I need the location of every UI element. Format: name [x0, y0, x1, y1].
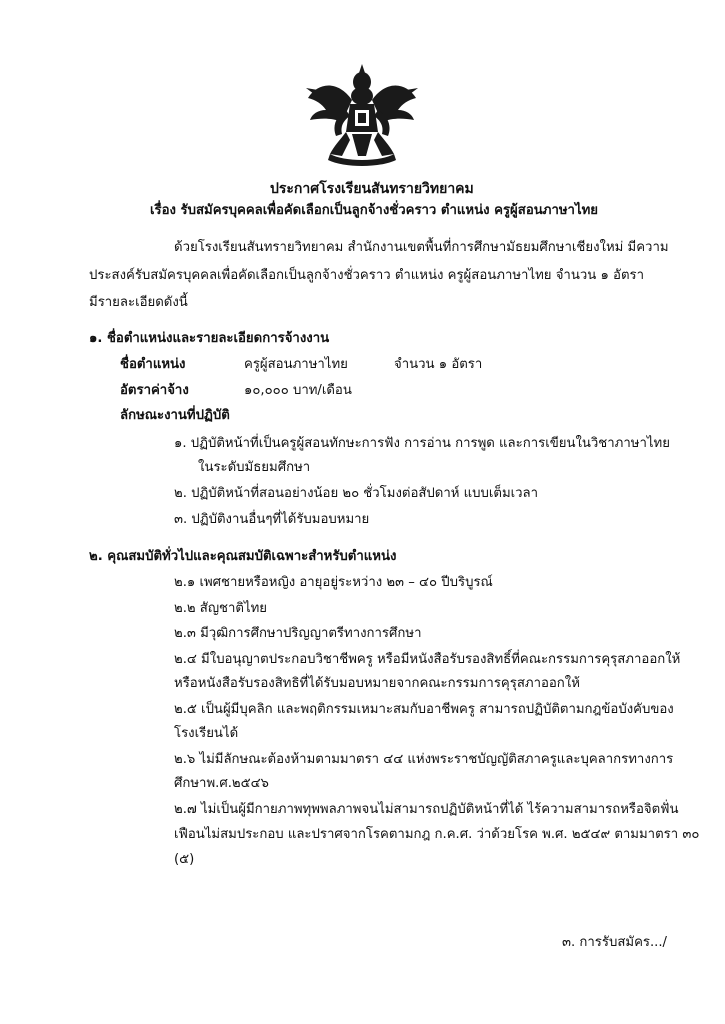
continued-next-page: ๓. การรับสมัคร.../	[562, 935, 667, 950]
qualification-2-7-line-2: เฟือนไม่สมประกอบ และปราศจากโรคตามกฎ ก.ค.ศ. ว่าด้วยโรค พ.ศ. ๒๕๔๙ ตามมาตรา ๓๐	[174, 827, 700, 842]
announcement-subject: เรื่อง รับสมัครบุคคลเพื่อคัดเลือกเป็นลูกจ้างชั่วคราว ตำแหน่ง ครูผู้สอนภาษาไทย	[150, 203, 599, 218]
qualification-2-7-line-3: (๕)	[174, 852, 195, 867]
position-label: ชื่อตำแหน่ง	[120, 357, 186, 372]
qualification-2-5-line-2: โรงเรียนได้	[174, 726, 239, 741]
qualification-2-6-line-2: ศึกษาพ.ศ.๒๕๔๖	[174, 776, 269, 791]
duty-3: ๓. ปฏิบัติงานอื่นๆที่ได้รับมอบหมาย	[174, 512, 370, 527]
intro-line-2: ประสงค์รับสมัครบุคคลเพื่อคัดเลือกเป็นลูกจ้างชั่วคราว ตำแหน่ง ครูผู้สอนภาษาไทย จำนวน ๑ อัตรา	[89, 268, 644, 283]
position-value: ครูผู้สอนภาษาไทย	[244, 357, 348, 372]
section-2-heading: ๒. คุณสมบัติทั่วไปและคุณสมบัติเฉพาะสำหรับตำแหน่ง	[89, 549, 397, 564]
qualification-2-3: ๒.๓ มีวุฒิการศึกษาปริญญาตรีทางการศึกษา	[174, 626, 422, 641]
qualification-2-1: ๒.๑ เพศชายหรือหญิง อายุอยู่ระหว่าง ๒๓ – ๔๐ ปีบริบูรณ์	[174, 575, 493, 590]
qualification-2-7-line-1: ๒.๗ ไม่เป็นผู้มีกายภาพทุพพลภาพจนไม่สามารถปฏิบัติหน้าที่ได้ ไร้ความสามารถหรือจิตฟั่น	[174, 802, 679, 817]
duties-label: ลักษณะงานที่ปฏิบัติ	[120, 408, 230, 423]
announcement-title: ประกาศโรงเรียนสันทรายวิทยาคม	[270, 181, 474, 197]
section-1-heading: ๑. ชื่อตำแหน่งและรายละเอียดการจ้างงาน	[89, 331, 330, 346]
salary-label: อัตราค่าจ้าง	[120, 383, 189, 398]
qualification-2-2: ๒.๒ สัญชาติไทย	[174, 601, 268, 616]
duty-2: ๒. ปฏิบัติหน้าที่สอนอย่างน้อย ๒๐ ชั่วโมงต่อสัปดาห์ แบบเต็มเวลา	[174, 486, 539, 501]
qualification-2-4-line-1: ๒.๔ มีใบอนุญาตประกอบวิชาชีพครู หรือมีหนังสือรับรองสิทธิ์ที่คณะกรรมการคุรุสภาออกให้	[174, 652, 681, 667]
intro-line-3: มีรายละเอียดดังนี้	[89, 295, 188, 310]
intro-line-1: ด้วยโรงเรียนสันทรายวิทยาคม สำนักงานเขตพื้นที่การศึกษามัธยมศึกษาเชียงใหม่ มีความ	[174, 240, 669, 255]
position-count: จำนวน ๑ อัตรา	[394, 357, 483, 372]
qualification-2-4-line-2: หรือหนังสือรับรองสิทธิที่ได้รับมอบหมายจากคณะกรรมการคุรุสภาออกให้	[174, 676, 580, 691]
salary-value: ๑๐,๐๐๐ บาท/เดือน	[244, 383, 352, 398]
duty-1-line-2: ในระดับมัธยมศึกษา	[198, 460, 311, 475]
duty-1-line-1: ๑. ปฏิบัติหน้าที่เป็นครูผู้สอนทักษะการฟัง การอ่าน การพูด และการเขียนในวิชาภาษาไทย	[174, 436, 670, 451]
qualification-2-5-line-1: ๒.๕ เป็นผู้มีบุคลิก และพฤติกรรมเหมาะสมกับอาชีพครู สามารถปฏิบัติตามกฎข้อบังคับของ	[174, 702, 674, 717]
qualification-2-6-line-1: ๒.๖ ไม่มีลักษณะต้องห้ามตามมาตรา ๔๔ แห่งพระราชบัญญัติสภาครูและบุคลากรทางการ	[174, 752, 674, 767]
